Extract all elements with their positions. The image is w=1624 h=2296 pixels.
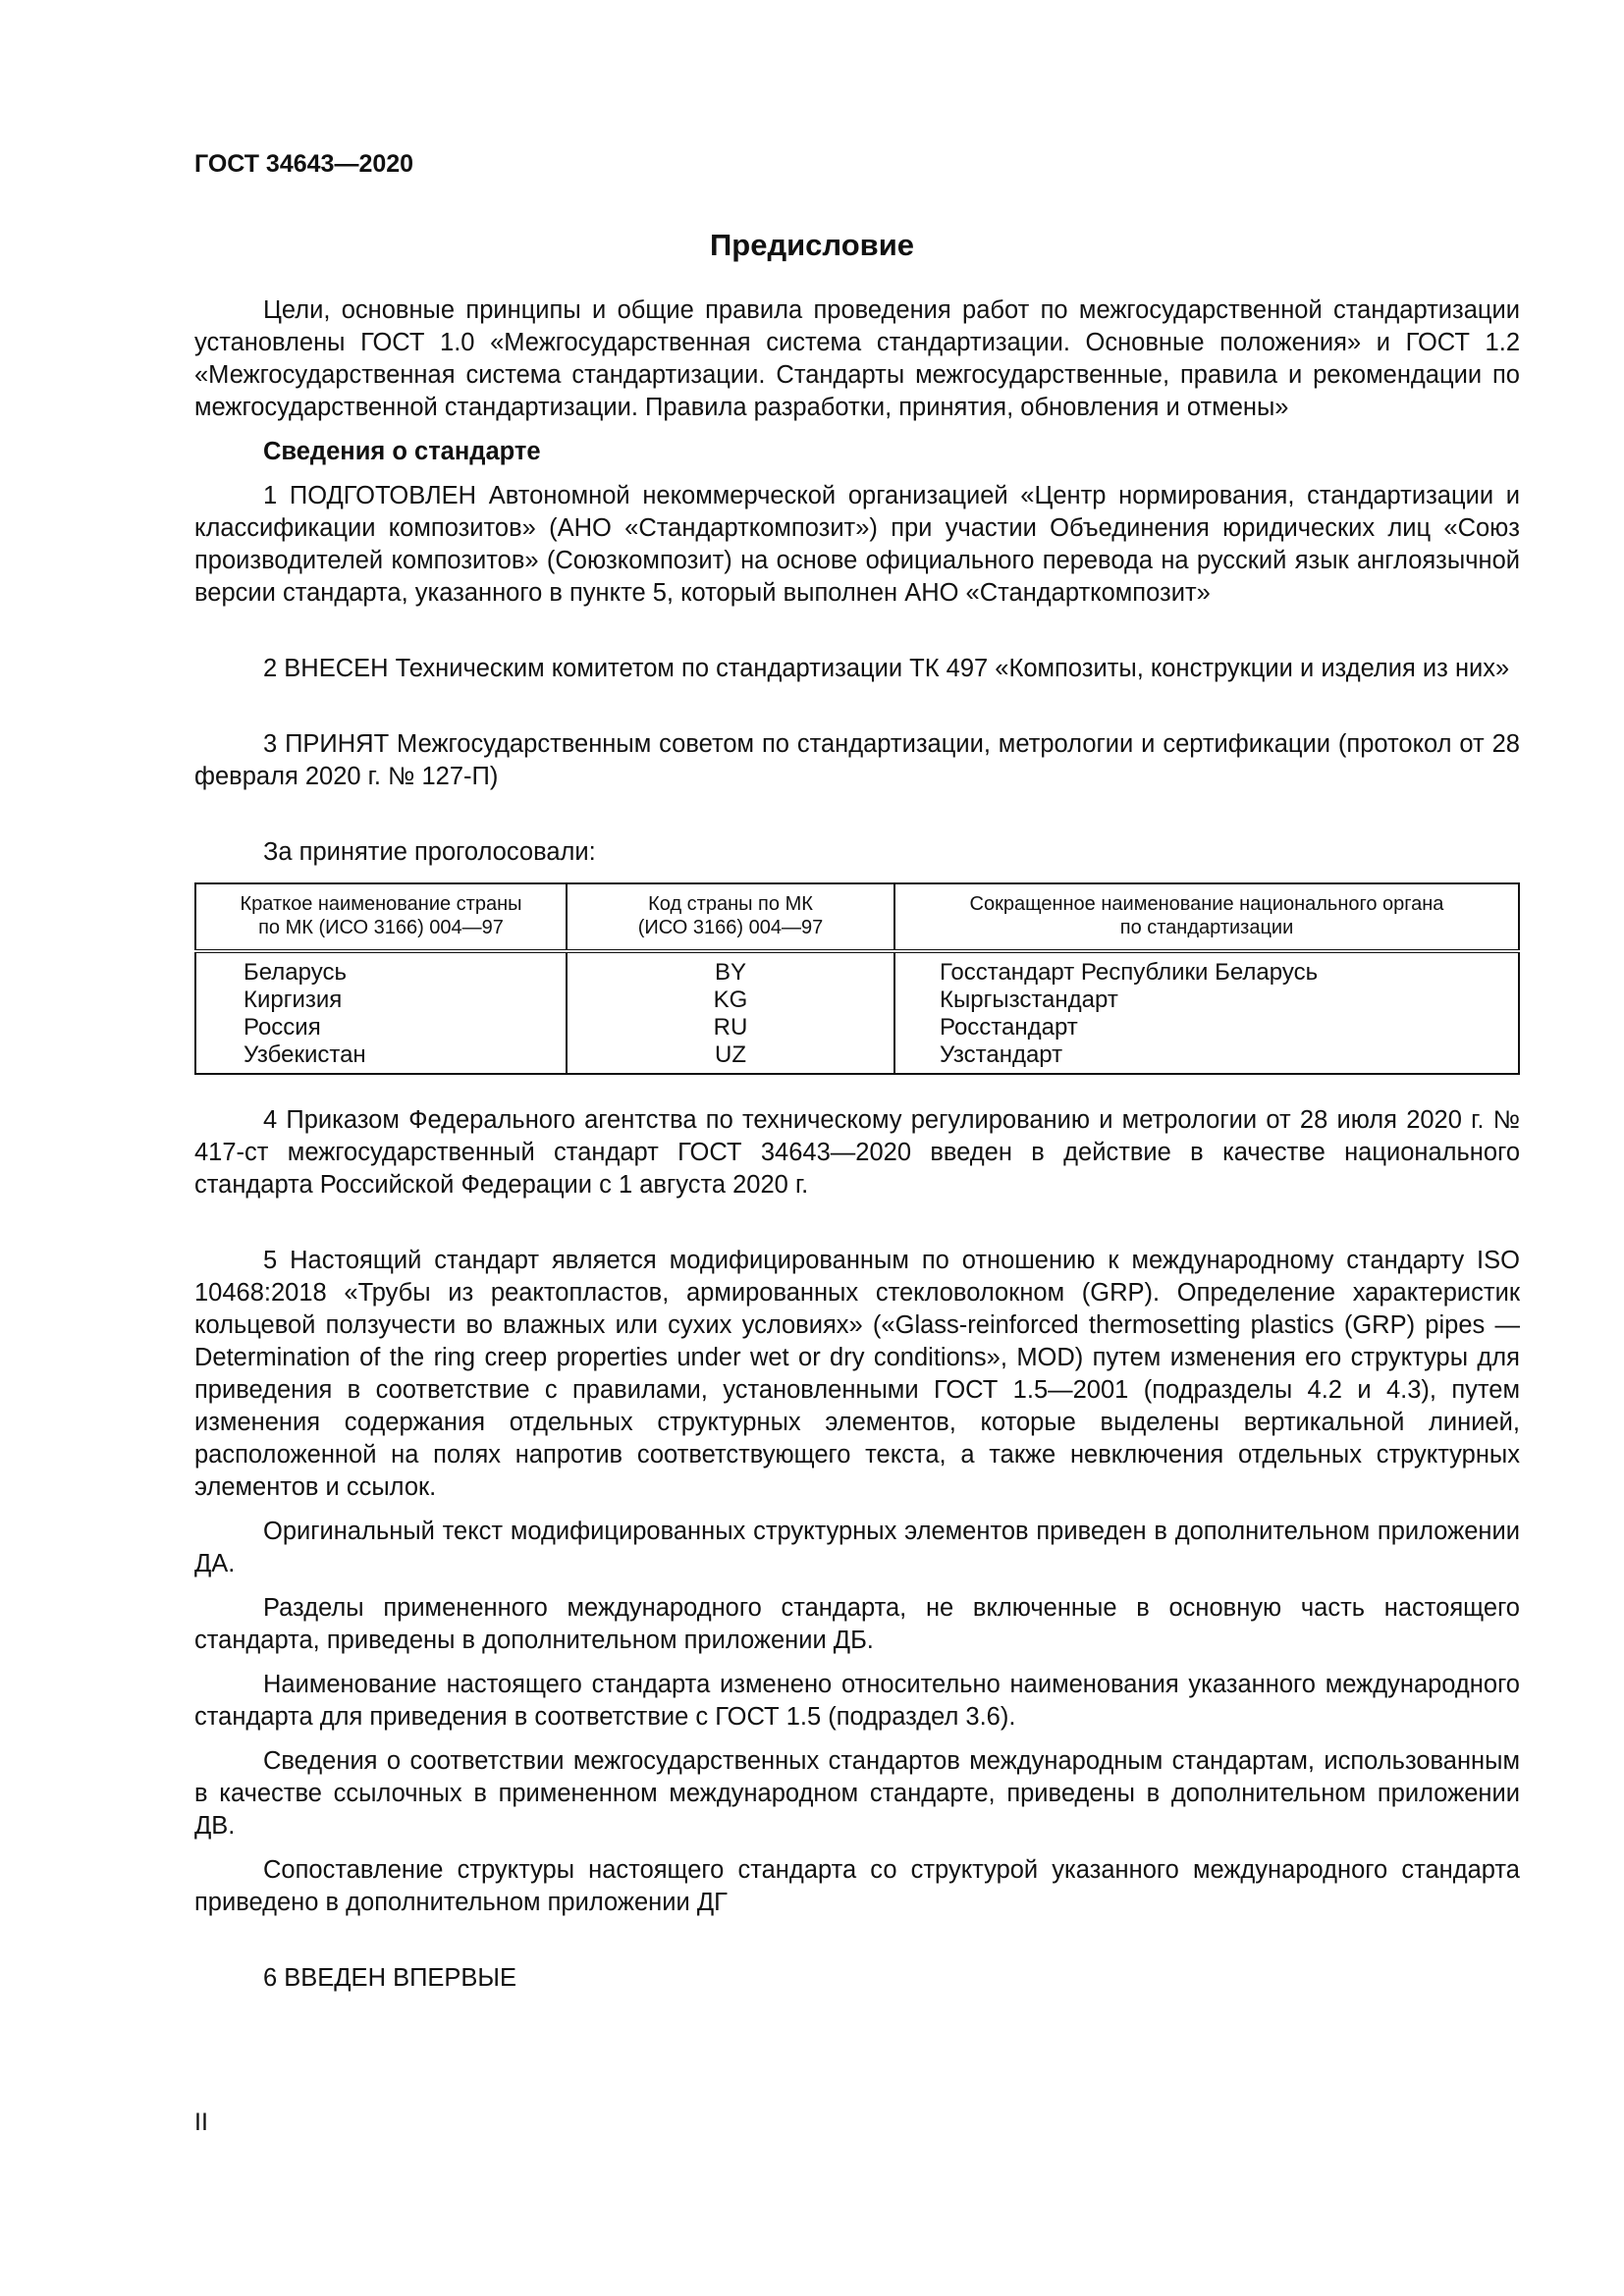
voting-table bbox=[194, 882, 1520, 1075]
table-header-organization: Сокращенное наименование национального органа по стандартизации bbox=[894, 883, 1519, 951]
table-header-row bbox=[195, 883, 1519, 951]
item-5-annex-b: Разделы примененного международного стандарта, не включенные в основную часть настоящего стандарта, приведены в дополнительном приложении ДБ. bbox=[194, 1594, 1520, 1654]
item-6: 6 ВВЕДЕН ВПЕРВЫЕ bbox=[263, 1964, 517, 1992]
voted-label: За принятие проголосовали: bbox=[263, 838, 596, 866]
item-5-title-change: Наименование настоящего стандарта изменено относительно наименования указанного международного стандарта для приведения в соответствие с ГОСТ 1.5 (подраздел 3.6). bbox=[194, 1671, 1520, 1731]
table-header-country: Краткое наименование страны по МК (ИСО 3166) 004—97 bbox=[195, 883, 567, 951]
country-cell: Беларусь Киргизия Россия Узбекистан bbox=[244, 959, 366, 1068]
code-cell: BY KG RU UZ bbox=[567, 951, 894, 1074]
item-5-annex-c: Сведения о соответствии межгосударственных стандартов международным стандартам, использованным в качестве ссылочных в примененном международном стандарте, приведены в дополнительном приложении ДВ. bbox=[194, 1747, 1520, 1840]
item-2: 2 ВНЕСЕН Техническим комитетом по стандартизации ТК 497 «Композиты, конструкции и изделия из них» bbox=[263, 655, 1510, 682]
table-header-code: Код страны по МК (ИСО 3166) 004—97 bbox=[567, 883, 894, 951]
item-1: 1 ПОДГОТОВЛЕН Автономной некоммерческой организацией «Центр нормирования, стандартизации и классификации композитов» (АНО «Стандарткомпозит») при участии Объединения юридических лиц «Союз производителей композитов» (Союзкомпозит) на основе официального перевода на русский язык англоязычной версии стандарта, указанного в пункте 5, который выполнен АНО «Стандарткомпозит» bbox=[194, 482, 1520, 607]
section-heading: Сведения о стандарте bbox=[263, 438, 541, 465]
item-4: 4 Приказом Федерального агентства по техническому регулированию и метрологии от 28 июля 2020 г. № 417-ст межгосударственный стандарт ГОСТ 34643—2020 введен в действие в качестве национального стандарта Российской Федерации с 1 августа 2020 г. bbox=[194, 1106, 1520, 1199]
document-id: ГОСТ 34643—2020 bbox=[194, 150, 414, 178]
organization-cell: Госстандарт Республики Беларусь Кыргызстандарт Росстандарт Узстандарт bbox=[894, 951, 1519, 1074]
document-body bbox=[194, 294, 1520, 1995]
item-5-annex-a: Оригинальный текст модифицированных структурных элементов приведен в дополнительном приложении ДА. bbox=[194, 1518, 1520, 1577]
page-number: II bbox=[194, 2109, 208, 2136]
page-title: Предисловие bbox=[709, 228, 914, 262]
item-5-annex-d: Сопоставление структуры настоящего стандарта со структурой указанного международного стандарта приведено в дополнительном приложении ДГ bbox=[194, 1856, 1520, 1916]
item-5: 5 Настоящий стандарт является модифицированным по отношению к международному стандарту ISO 10468:2018 «Трубы из реактопластов, армированных стекловолокном (GRP). Определение характеристик кольцевой ползучести во влажных или сухих условиях» («Glass-reinforced thermosetting plastics (GRP) pipes — Determination of the ring creep properties under wet or dry conditions», MOD) путем изменения его структуры для приведения в соответствие с правилами, установленными ГОСТ 1.5—2001 (подразделы 4.2 и 4.3), путем изменения содержания отдельных структурных элементов, которые выделены вертикальной линией, расположенной на полях напротив соответствующего текста, а также невключения отдельных структурных элементов и ссылок. bbox=[194, 1247, 1520, 1501]
item-3: 3 ПРИНЯТ Межгосударственным советом по стандартизации, метрологии и сертификации (протокол от 28 февраля 2020 г. № 127-П) bbox=[194, 730, 1520, 790]
intro-paragraph: Цели, основные принципы и общие правила проведения работ по межгосударственной стандартизации установлены ГОСТ 1.0 «Межгосударственная система стандартизации. Основные положения» и ГОСТ 1.2 «Межгосударственная система стандартизации. Стандарты межгосударственные, правила и рекомендации по межгосударственной стандартизации. Правила разработки, принятия, обновления и отмены» bbox=[194, 296, 1520, 421]
table-row bbox=[195, 951, 1519, 1074]
